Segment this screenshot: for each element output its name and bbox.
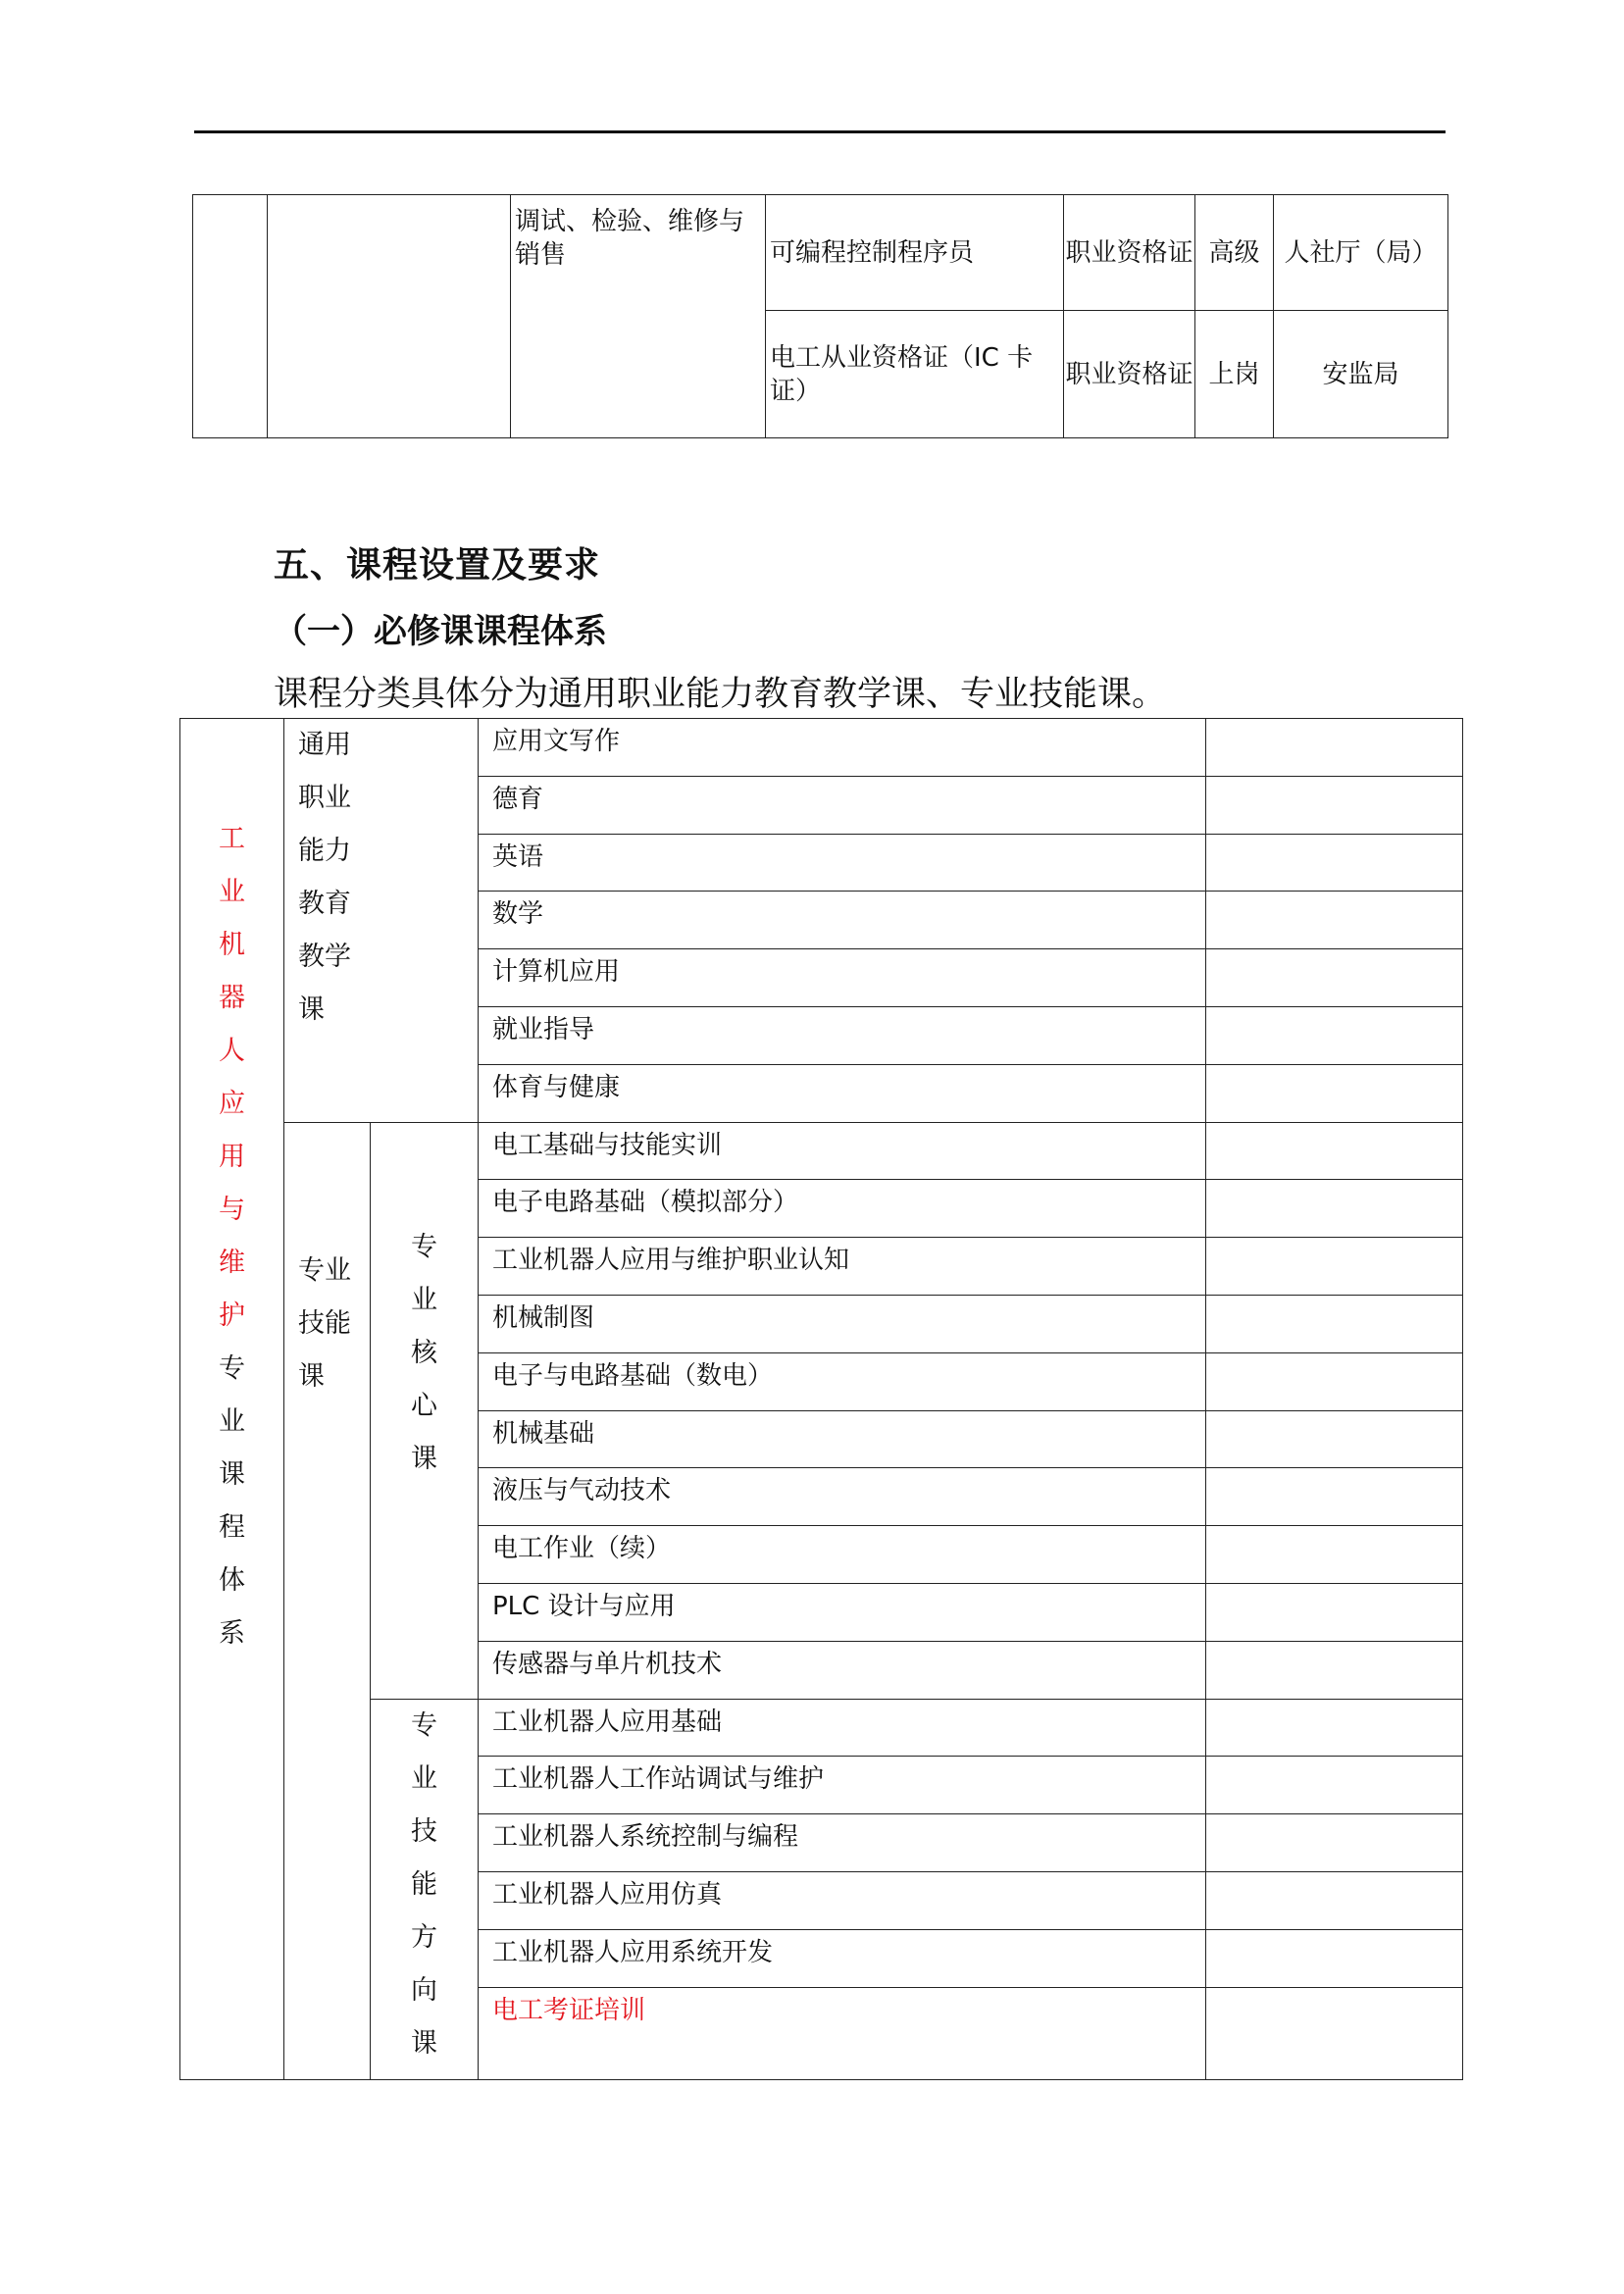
system-label-char: 应 [219,1089,245,1119]
system-label [180,813,283,1660]
course-empty-cell [1206,834,1463,892]
direction-label-char: 向 [411,1974,437,2006]
course-empty-cell [1206,1468,1463,1526]
skill-label-cell [284,1122,371,2079]
general-label-line: 通用 [298,730,351,760]
course-name: 计算机应用 [479,949,1206,1007]
general-label-line: 教育 [298,889,351,919]
certificate-type: 职业资格证 [1064,311,1195,438]
system-label-char: 体 [219,1565,245,1596]
course-empty-cell [1206,1871,1463,1929]
course-empty-cell [1206,1180,1463,1238]
course-empty-cell [1206,1583,1463,1641]
course-name: 电工考证培训 [479,1987,1206,2079]
certificate-type: 职业资格证 [1064,195,1195,311]
direction-label-char: 技 [411,1815,437,1847]
section-title: 五、课程设置及要求 [274,545,601,586]
course-row [180,1122,1463,1180]
course-empty-cell [1206,1295,1463,1352]
system-label-char: 业 [219,877,245,907]
course-name: 电子电路基础（模拟部分） [479,1180,1206,1238]
course-name: 工业机器人应用系统开发 [479,1929,1206,1987]
direction-label-cell [371,1699,479,2079]
core-label-char: 核 [411,1337,437,1368]
course-empty-cell [1206,949,1463,1007]
course-empty-cell [1206,1699,1463,1757]
course-empty-cell [1206,1641,1463,1699]
course-row [180,1699,1463,1757]
course-row [180,719,1463,777]
course-name: 英语 [479,834,1206,892]
work-scope-cell: 调试、检验、维修与销售 [511,195,766,438]
course-name: 电工基础与技能实训 [479,1122,1206,1180]
direction-label-char: 课 [411,2027,437,2059]
system-label-char: 机 [219,930,245,960]
skill-label-line: 技能 [298,1307,351,1339]
course-empty-cell [1206,1064,1463,1122]
course-name: 电子与电路基础（数电） [479,1352,1206,1410]
certificate-name: 可编程控制程序员 [766,195,1064,311]
direction-label-char: 方 [411,1921,437,1953]
system-label-char: 程 [219,1512,245,1543]
course-name: 工业机器人应用基础 [479,1699,1206,1757]
general-label-line: 职业 [298,783,351,813]
course-empty-cell [1206,1814,1463,1872]
header-rule [194,130,1446,133]
course-empty-cell [1206,1929,1463,1987]
course-empty-cell [1206,1238,1463,1296]
course-name: 工业机器人应用仿真 [479,1871,1206,1929]
system-label-char: 与 [219,1195,245,1225]
course-name: 机械制图 [479,1295,1206,1352]
course-name: 工业机器人系统控制与编程 [479,1814,1206,1872]
general-label-line: 教学 [298,942,351,972]
course-empty-cell [1206,1987,1463,2079]
certificate-table [192,194,1448,438]
certificate-issuer: 安监局 [1274,311,1448,438]
core-label [371,1221,478,1486]
general-label-line: 课 [298,994,325,1025]
course-name: 传感器与单片机技术 [479,1641,1206,1699]
direction-label-char: 专 [411,1709,437,1741]
course-empty-cell [1206,1122,1463,1180]
system-label-char: 工 [219,824,245,854]
system-label-char: 系 [219,1618,245,1649]
course-name: 机械基础 [479,1410,1206,1468]
course-name: 工业机器人应用与维护职业认知 [479,1238,1206,1296]
course-name: 德育 [479,776,1206,834]
core-label-cell [371,1122,479,1699]
certificate-issuer: 人社厅（局） [1274,195,1448,311]
direction-label [371,1700,478,2070]
course-name: 就业指导 [479,1006,1206,1064]
course-empty-cell [1206,1410,1463,1468]
system-label-char: 器 [219,983,245,1013]
certificate-level: 上岗 [1195,311,1274,438]
course-empty-cell [1206,1526,1463,1584]
system-label-char: 业 [219,1406,245,1437]
core-label-char: 心 [411,1390,437,1421]
course-empty-cell [1206,892,1463,949]
course-empty-cell [1206,776,1463,834]
system-label-cell [180,719,284,2080]
direction-label-char: 业 [411,1762,437,1794]
subsection-title: （一）必修课课程体系 [274,612,607,651]
course-system-table [179,718,1463,2080]
course-name: 体育与健康 [479,1064,1206,1122]
core-label-char: 专 [411,1231,437,1262]
course-name: 应用文写作 [479,719,1206,777]
intro-paragraph: 课程分类具体分为通用职业能力教育教学课、专业技能课。 [274,675,1167,714]
skill-label-line: 课 [298,1360,325,1392]
system-label-char: 用 [219,1142,245,1172]
cert-col-1 [193,195,268,438]
system-label-char: 人 [219,1036,245,1066]
course-empty-cell [1206,719,1463,777]
general-label-line: 能力 [298,836,351,866]
certificate-level: 高级 [1195,195,1274,311]
course-name: 液压与气动技术 [479,1468,1206,1526]
general-label-cell [284,719,479,1123]
system-label-char: 护 [219,1300,245,1331]
core-label-char: 业 [411,1284,437,1315]
cert-col-2 [268,195,511,438]
course-name: 工业机器人工作站调试与维护 [479,1757,1206,1814]
course-empty-cell [1206,1006,1463,1064]
direction-label-char: 能 [411,1868,437,1900]
core-label-char: 课 [411,1443,437,1474]
system-label-char: 维 [219,1248,245,1278]
course-name: 数学 [479,892,1206,949]
certificate-name: 电工从业资格证（IC 卡证） [766,311,1064,438]
course-name: PLC 设计与应用 [479,1583,1206,1641]
course-empty-cell [1206,1352,1463,1410]
course-empty-cell [1206,1757,1463,1814]
system-label-char: 课 [219,1459,245,1490]
skill-label-line: 专业 [298,1254,351,1286]
course-name: 电工作业（续） [479,1526,1206,1584]
system-label-char: 专 [219,1353,245,1384]
